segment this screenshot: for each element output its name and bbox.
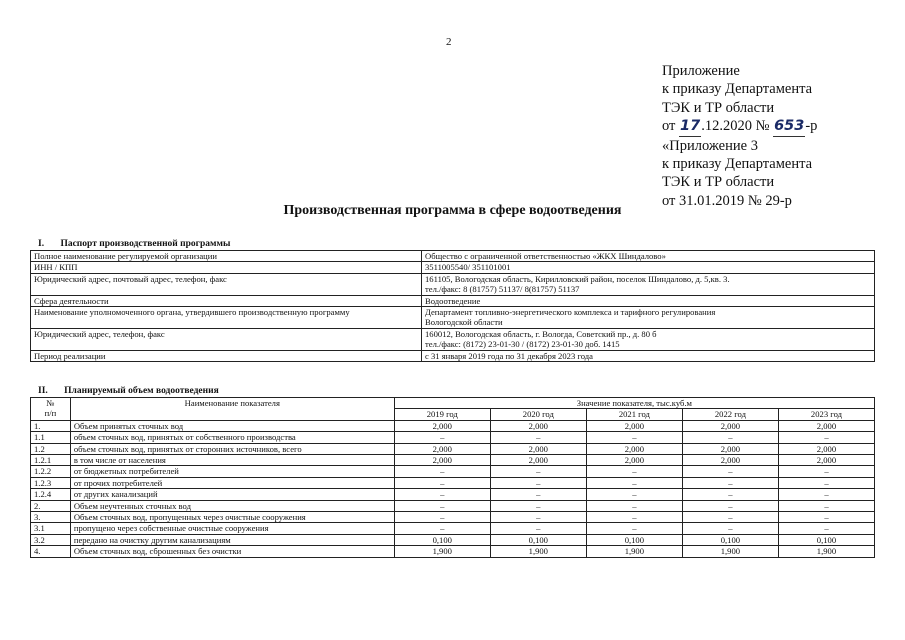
year-header: 2022 год xyxy=(682,409,778,420)
passport-row xyxy=(31,328,875,350)
page-number: 2 xyxy=(446,36,452,48)
indicator-value: – xyxy=(394,477,490,488)
indicator-name: от бюджетных потребителей xyxy=(70,466,394,477)
volume-row xyxy=(31,455,875,466)
indicator-value: – xyxy=(394,500,490,511)
year-header: 2020 год xyxy=(490,409,586,420)
row-number: 1.2.2 xyxy=(31,466,71,477)
date-prefix: от xyxy=(662,118,676,135)
row-number: 2. xyxy=(31,500,71,511)
indicator-value: – xyxy=(394,489,490,500)
appendix-line: к приказу Департамента xyxy=(662,81,813,98)
indicator-value: – xyxy=(682,500,778,511)
indicator-value: 1,900 xyxy=(586,546,682,557)
volume-row xyxy=(31,432,875,443)
indicator-value: 0,100 xyxy=(394,534,490,545)
indicator-value: 1,900 xyxy=(682,546,778,557)
row-number: 3.1 xyxy=(31,523,71,534)
passport-label: Сфера деятельности xyxy=(31,295,422,306)
passport-value xyxy=(422,262,875,273)
indicator-value: – xyxy=(490,500,586,511)
indicator-value: – xyxy=(778,489,874,500)
indicator-value: – xyxy=(394,512,490,523)
indicator-name: от других канализаций xyxy=(70,489,394,500)
volume-row xyxy=(31,489,875,500)
indicator-name: передано на очистку другим канализациям xyxy=(70,534,394,545)
indicator-value: 0,100 xyxy=(778,534,874,545)
indicator-value: 1,900 xyxy=(778,546,874,557)
col-value-header: Значение показателя, тыс.куб.м xyxy=(394,398,874,409)
section1-heading xyxy=(38,239,230,249)
indicator-value: – xyxy=(394,432,490,443)
indicator-value: – xyxy=(682,477,778,488)
indicator-value: 0,100 xyxy=(586,534,682,545)
indicator-value: – xyxy=(490,489,586,500)
passport-row xyxy=(31,307,875,329)
indicator-value: 1,900 xyxy=(394,546,490,557)
indicator-value: – xyxy=(778,512,874,523)
passport-value-line: Общество с ограниченной ответственностью «ЖКХ Шиндалово» xyxy=(425,251,666,261)
row-number: 1. xyxy=(31,420,71,431)
indicator-value: 2,000 xyxy=(490,443,586,454)
indicator-name: объем сточных вод, принятых от собственного производства xyxy=(70,432,394,443)
handwritten-order-number: 653 xyxy=(773,117,805,136)
indicator-value: 2,000 xyxy=(682,420,778,431)
indicator-value: – xyxy=(778,466,874,477)
passport-label: Период реализации xyxy=(31,350,422,361)
section1-number: I. xyxy=(38,239,45,249)
passport-row xyxy=(31,251,875,262)
appendix-line: «Приложение 3 xyxy=(662,137,758,154)
appendix-line: от 31.01.2019 № 29-р xyxy=(662,192,792,209)
passport-row xyxy=(31,295,875,306)
indicator-value: 2,000 xyxy=(490,455,586,466)
passport-label: Наименование уполномоченного органа, утвердившего производственную программу xyxy=(31,307,422,329)
indicator-value: 2,000 xyxy=(682,443,778,454)
indicator-value: 0,100 xyxy=(682,534,778,545)
row-number: 3.2 xyxy=(31,534,71,545)
indicator-value: – xyxy=(682,523,778,534)
volume-row xyxy=(31,512,875,523)
passport-value xyxy=(422,295,875,306)
indicator-name: Объем сточных вод, пропущенных через очистные сооружения xyxy=(70,512,394,523)
row-number: 4. xyxy=(31,546,71,557)
passport-row xyxy=(31,273,875,295)
indicator-value: 2,000 xyxy=(778,420,874,431)
indicator-value: – xyxy=(778,500,874,511)
passport-value-line: Вологодской области xyxy=(425,317,503,328)
indicator-value: – xyxy=(490,466,586,477)
indicator-value: 2,000 xyxy=(778,455,874,466)
section2-number: II. xyxy=(38,386,48,396)
section1-title: Паспорт производственной программы xyxy=(60,239,231,249)
indicator-value: – xyxy=(586,523,682,534)
appendix-line: ТЭК и ТР области xyxy=(662,99,775,116)
section2-title: Планируемый объем водоотведения xyxy=(64,386,219,396)
volume-row xyxy=(31,443,875,454)
indicator-value: 2,000 xyxy=(394,443,490,454)
passport-label: Юридический адрес, почтовый адрес, телефон, факс xyxy=(31,273,422,295)
indicator-value: 2,000 xyxy=(394,455,490,466)
indicator-value: – xyxy=(682,432,778,443)
indicator-value: 2,000 xyxy=(586,443,682,454)
indicator-value: – xyxy=(490,477,586,488)
passport-value xyxy=(422,350,875,361)
passport-table xyxy=(30,250,875,362)
passport-value-line: Водоотведение xyxy=(425,295,481,306)
passport-label: Юридический адрес, телефон, факс xyxy=(31,328,422,350)
appendix-line: ТЭК и ТР области xyxy=(662,174,775,191)
indicator-value: – xyxy=(394,523,490,534)
volume-row xyxy=(31,534,875,545)
indicator-value: – xyxy=(586,512,682,523)
year-header: 2021 год xyxy=(586,409,682,420)
date-rest: .12.2020 № xyxy=(701,118,770,135)
year-header: 2019 год xyxy=(394,409,490,420)
volume-row xyxy=(31,420,875,431)
indicator-value: 2,000 xyxy=(682,455,778,466)
indicator-name: Объем неучтенных сточных вод xyxy=(70,500,394,511)
appendix-header xyxy=(662,62,817,210)
volume-table xyxy=(30,397,875,558)
appendix-line: к приказу Департамента xyxy=(662,156,813,173)
row-number: 3. xyxy=(31,512,71,523)
volume-row xyxy=(31,466,875,477)
indicator-value: – xyxy=(490,512,586,523)
passport-row xyxy=(31,350,875,361)
indicator-value: – xyxy=(586,489,682,500)
appendix-line: Приложение xyxy=(662,63,740,79)
indicator-value: 0,100 xyxy=(490,534,586,545)
indicator-value: – xyxy=(586,466,682,477)
indicator-value: – xyxy=(778,432,874,443)
col-number-header: № п/п xyxy=(31,398,71,421)
indicator-value: 2,000 xyxy=(394,420,490,431)
indicator-name: Объем принятых сточных вод xyxy=(70,420,394,431)
indicator-name: объем сточных вод, принятых от сторонних источников, всего xyxy=(70,443,394,454)
indicator-name: от прочих потребителей xyxy=(70,477,394,488)
passport-row xyxy=(31,262,875,273)
passport-value-line: 161105, Вологодская область, Кирилловский район, поселок Шиндалово, д. 5,кв. 3. xyxy=(425,273,730,284)
row-number: 1.2 xyxy=(31,443,71,454)
passport-value-line: тел./факс: (8172) 23-01-30 / (8172) 23-01-30 доб. 1415 xyxy=(425,339,620,350)
volume-row xyxy=(31,477,875,488)
indicator-value: – xyxy=(682,466,778,477)
indicator-value: – xyxy=(490,432,586,443)
order-suffix: -р xyxy=(805,118,818,135)
indicator-value: – xyxy=(586,500,682,511)
indicator-name: в том числе от населения xyxy=(70,455,394,466)
indicator-value: – xyxy=(394,466,490,477)
indicator-value: 2,000 xyxy=(586,420,682,431)
handwritten-day: 17 xyxy=(679,117,701,136)
indicator-value: – xyxy=(682,489,778,500)
passport-value-line: тел./факс: 8 (81757) 51137/ 8(81757) 51137 xyxy=(425,284,580,295)
passport-value-line: с 31 января 2019 года по 31 декабря 2023 года xyxy=(425,350,593,361)
year-header: 2023 год xyxy=(778,409,874,420)
indicator-value: 2,000 xyxy=(490,420,586,431)
document-title: Производственная программа в сфере водоотведения xyxy=(283,203,622,218)
indicator-value: 2,000 xyxy=(586,455,682,466)
section2-heading xyxy=(38,386,219,396)
passport-label: ИНН / КПП xyxy=(31,262,422,273)
passport-label: Полное наименование регулируемой организации xyxy=(31,251,422,262)
indicator-value: – xyxy=(778,523,874,534)
appendix-date-line xyxy=(662,117,817,136)
passport-value-line: 160012, Вологодская область, г. Вологда, Советский пр., д. 80 б xyxy=(425,328,657,339)
indicator-value: – xyxy=(490,523,586,534)
row-number: 1.2.4 xyxy=(31,489,71,500)
indicator-name: пропущено через собственные очистные сооружения xyxy=(70,523,394,534)
volume-row xyxy=(31,500,875,511)
indicator-value: – xyxy=(586,477,682,488)
volume-row xyxy=(31,523,875,534)
passport-value-line: 3511005540/ 351101001 xyxy=(425,262,511,273)
row-number: 1.2.3 xyxy=(31,477,71,488)
indicator-value: 1,900 xyxy=(490,546,586,557)
indicator-name: Объем сточных вод, сброшенных без очистки xyxy=(70,546,394,557)
row-number: 1.1 xyxy=(31,432,71,443)
indicator-value: – xyxy=(586,432,682,443)
passport-value xyxy=(422,251,875,262)
passport-value-line: Департамент топливно-энергетического комплекса и тарифного регулирования xyxy=(425,307,716,318)
volume-row xyxy=(31,546,875,557)
indicator-value: – xyxy=(682,512,778,523)
row-number: 1.2.1 xyxy=(31,455,71,466)
passport-value xyxy=(422,307,875,329)
passport-value xyxy=(422,328,875,350)
col-name-header: Наименование показателя xyxy=(70,398,394,421)
indicator-value: 2,000 xyxy=(778,443,874,454)
indicator-value: – xyxy=(778,477,874,488)
passport-value xyxy=(422,273,875,295)
